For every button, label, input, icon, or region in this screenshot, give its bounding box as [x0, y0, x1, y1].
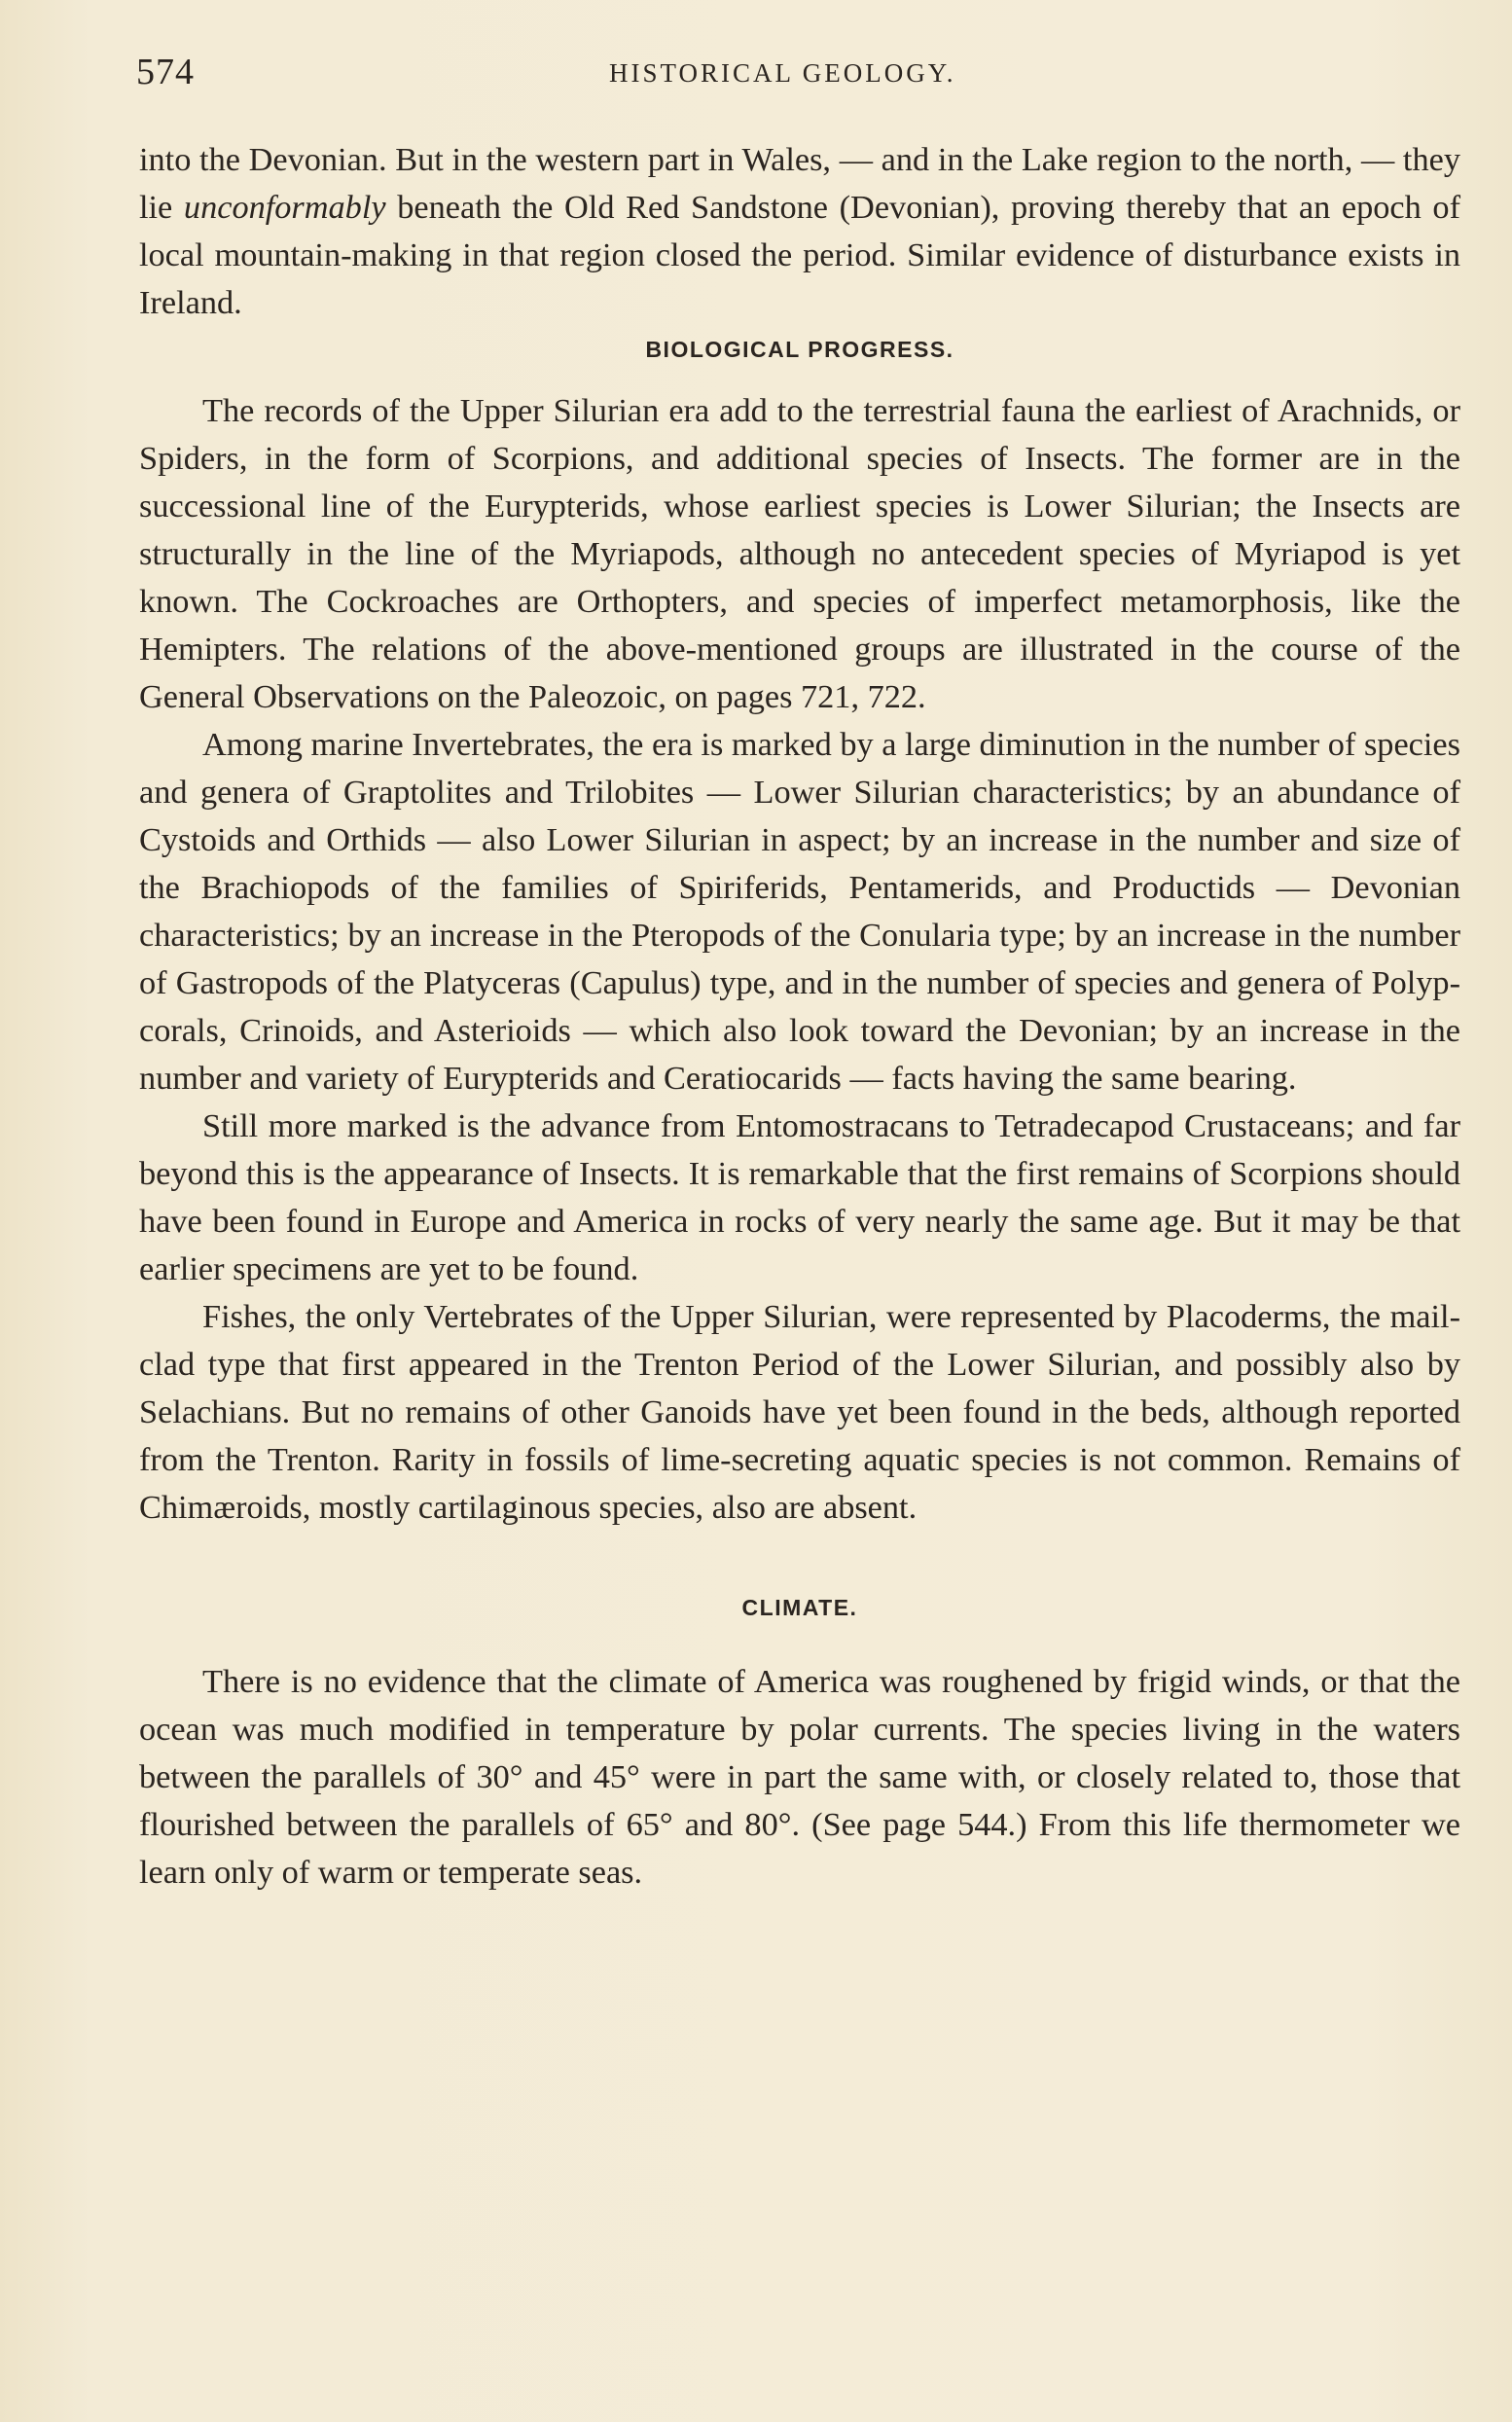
paragraph-terrestrial-fauna: The records of the Upper Silurian era add to the terrestrial fauna the earliest of Arachnids, or Spiders, in the form of Scorpions, and additional species of Insects. The former are in the successional line of the Eurypterids, whose earliest species is Lower Silurian; the Insects are structurally in the line of the Myriapods, although no antecedent species of Myriapod is yet known. The Cockroaches are Orthopters, and species of imperfect metamorphosis, like the Hemipters. The relations of the above-mentioned groups are illustrated in the course of the General Observations on the Paleozoic, on pages 721, 722.	[139, 392, 1460, 715]
section-heading-climate: CLIMATE.	[741, 1595, 858, 1620]
running-title: HISTORICAL GEOLOGY.	[609, 58, 956, 88]
section-heading-biological-progress: BIOLOGICAL PROGRESS.	[645, 337, 954, 362]
paragraph-marine-invertebrates: Among marine Invertebrates, the era is marked by a large diminution in the number of species and genera of Graptolites and Trilobites — Lower Silurian characteristics; by an abundance of Cystoids and Orthids — also Lower Silurian in aspect; by an increase in the number and size of the Brachiopods of the families of Spiriferids, Pentamerids, and Productids — Devonian characteristics; by an increase in the Pteropods of the Conularia type; by an increase in the number of Gastropods of the Platyceras (Capulus) type, and in the number of species and genera of Polyp-corals, Crinoids, and Asterioids — which also look toward the Devonian; by an increase in the number and variety of Eurypterids and Ceratiocarids — facts having the same bearing.	[139, 726, 1460, 1097]
paragraph-climate: There is no evidence that the climate of America was roughened by frigid winds, or that the ocean was much modified in temperature by polar currents. The species living in the waters between the parallels of 30° and 45° were in part the same with, or closely related to, those that flourished between the parallels of 65° and 80°. (See page 544.) From this life thermometer we learn only of warm or temperate seas.	[139, 1663, 1460, 1891]
intro-text: into the Devonian. But in the western part in Wales, — and in the Lake region to the north, — they lie	[139, 141, 1460, 226]
page-body	[139, 136, 1460, 1897]
intro-emphasis: unconformably	[183, 189, 386, 226]
paragraph-fishes: Fishes, the only Vertebrates of the Upper Silurian, were represented by Placoderms, the mail-clad type that first appeared in the Trenton Period of the Lower Silurian, and possibly also by Selachians. But no remains of other Ganoids have yet been found in the beds, although reported from the Trenton. Rarity in fossils of lime-secreting aquatic species is not common. Remains of Chimæroids, mostly cartilaginous species, also are absent.	[139, 1298, 1460, 1526]
intro-text-continued: beneath the Old Red Sandstone (Devonian), proving thereby that an epoch of local mountain-making in that region closed the period. Similar evidence of disturbance exists in Ireland.	[139, 189, 1460, 321]
intro-paragraph	[139, 136, 1460, 327]
paragraph-crustaceans-insects: Still more marked is the advance from Entomostracans to Tetradecapod Crustaceans; and far beyond this is the appearance of Insects. It is remarkable that the first remains of Scorpions should have been found in Europe and America in rocks of very nearly the same age. But it may be that earlier specimens are yet to be found.	[139, 1107, 1460, 1287]
page-number: 574	[136, 52, 195, 92]
running-head	[136, 51, 1469, 109]
